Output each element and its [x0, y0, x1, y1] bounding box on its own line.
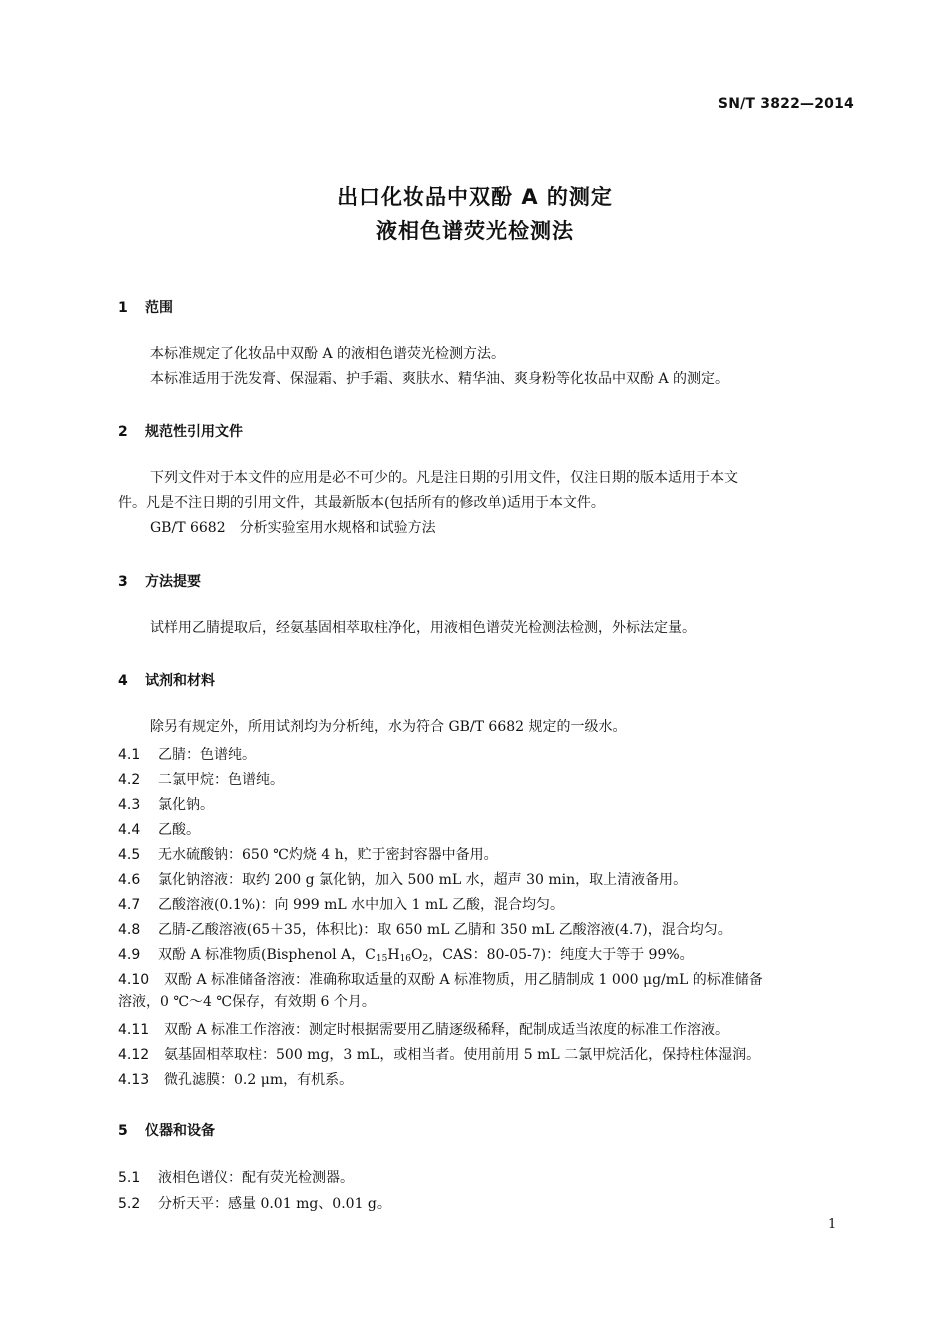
section-number: 1 [118, 300, 128, 316]
section-number: 3 [118, 574, 128, 590]
list-item: 4.9 双酚 A 标准物质(Bisphenol A，$C_{15}H_{16}O_2$，CAS：80-05-7)：纯度大于等于 99%。 [118, 947, 694, 964]
document-title-line-2: 液相色谱荧光检测法 [376, 219, 574, 243]
section-number: 2 [118, 424, 128, 440]
section-1-heading [118, 297, 173, 317]
list-item: 5.2 分析天平：感量 0.01 mg、0.01 g。 [118, 1196, 391, 1212]
paragraph-continuation: 件。凡是不注日期的引用文件，其最新版本(包括所有的修改单)适用于本文件。 [118, 495, 605, 511]
paragraph: 本标准适用于洗发膏、保湿霜、护手霜、爽肤水、精华油、爽身粉等化妆品中双酚 A 的测定。 [150, 371, 730, 387]
paragraph: 下列文件对于本文件的应用是必不可少的。凡是注日期的引用文件，仅注日期的版本适用于本文 [150, 470, 738, 486]
list-item: 4.8 乙腈-乙酸溶液(65＋35，体积比)：取 650 mL 乙腈和 350 mL 乙酸溶液(4.7)，混合均匀。 [118, 922, 732, 938]
paragraph: 试样用乙腈提取后，经氨基固相萃取柱净化，用液相色谱荧光检测法检测，外标法定量。 [150, 620, 696, 636]
section-number: 4 [118, 673, 128, 689]
section-3-heading [118, 571, 201, 591]
section-number: 5 [118, 1123, 128, 1139]
section-title: 试剂和材料 [145, 673, 215, 689]
list-item: 4.2 二氯甲烷：色谱纯。 [118, 772, 284, 788]
list-item: 4.10 双酚 A 标准储备溶液：准确称取适量的双酚 A 标准物质，用乙腈制成 1 000 μg/mL 的标准储备 [118, 972, 763, 988]
list-item: 4.1 乙腈：色谱纯。 [118, 747, 256, 763]
standard-number: SN/T 3822—2014 [717, 96, 854, 112]
section-4-heading [118, 670, 215, 690]
list-item: 4.6 氯化钠溶液：取约 200 g 氯化钠，加入 500 mL 水，超声 30 min，取上清液备用。 [118, 872, 688, 888]
list-item-continuation: 溶液，0 ℃～4 ℃保存，有效期 6 个月。 [118, 994, 376, 1010]
section-title: 范围 [145, 300, 173, 316]
document-title-line-1: 出口化妆品中双酚 A 的测定 [337, 185, 613, 209]
paragraph: 本标准规定了化妆品中双酚 A 的液相色谱荧光检测方法。 [150, 346, 506, 362]
page-number: 1 [828, 1217, 837, 1232]
section-title: 仪器和设备 [145, 1123, 215, 1139]
list-item: 4.3 氯化钠。 [118, 797, 214, 813]
normative-reference: GB/T 6682 分析实验室用水规格和试验方法 [150, 520, 436, 536]
list-item: 4.13 微孔滤膜：0.2 μm，有机系。 [118, 1072, 354, 1088]
list-item: 4.4 乙酸。 [118, 822, 200, 838]
section-5-heading [118, 1120, 215, 1140]
section-2-heading [118, 421, 243, 441]
list-item: 4.5 无水硫酸钠：650 ℃灼烧 4 h，贮于密封容器中备用。 [118, 847, 498, 863]
list-item: 5.1 液相色谱仪：配有荧光检测器。 [118, 1170, 354, 1186]
list-item: 4.7 乙酸溶液(0.1%)：向 999 mL 水中加入 1 mL 乙酸，混合均匀。 [118, 897, 564, 913]
section-title: 规范性引用文件 [145, 424, 243, 440]
section-title: 方法提要 [145, 574, 201, 590]
list-item: 4.12 氨基固相萃取柱：500 mg，3 mL，或相当者。使用前用 5 mL 二氯甲烷活化，保持柱体湿润。 [118, 1047, 761, 1063]
paragraph: 除另有规定外，所用试剂均为分析纯，水为符合 GB/T 6682 规定的一级水。 [150, 719, 627, 735]
list-item: 4.11 双酚 A 标准工作溶液：测定时根据需要用乙腈逐级稀释，配制成适当浓度的标准工作溶液。 [118, 1022, 730, 1038]
